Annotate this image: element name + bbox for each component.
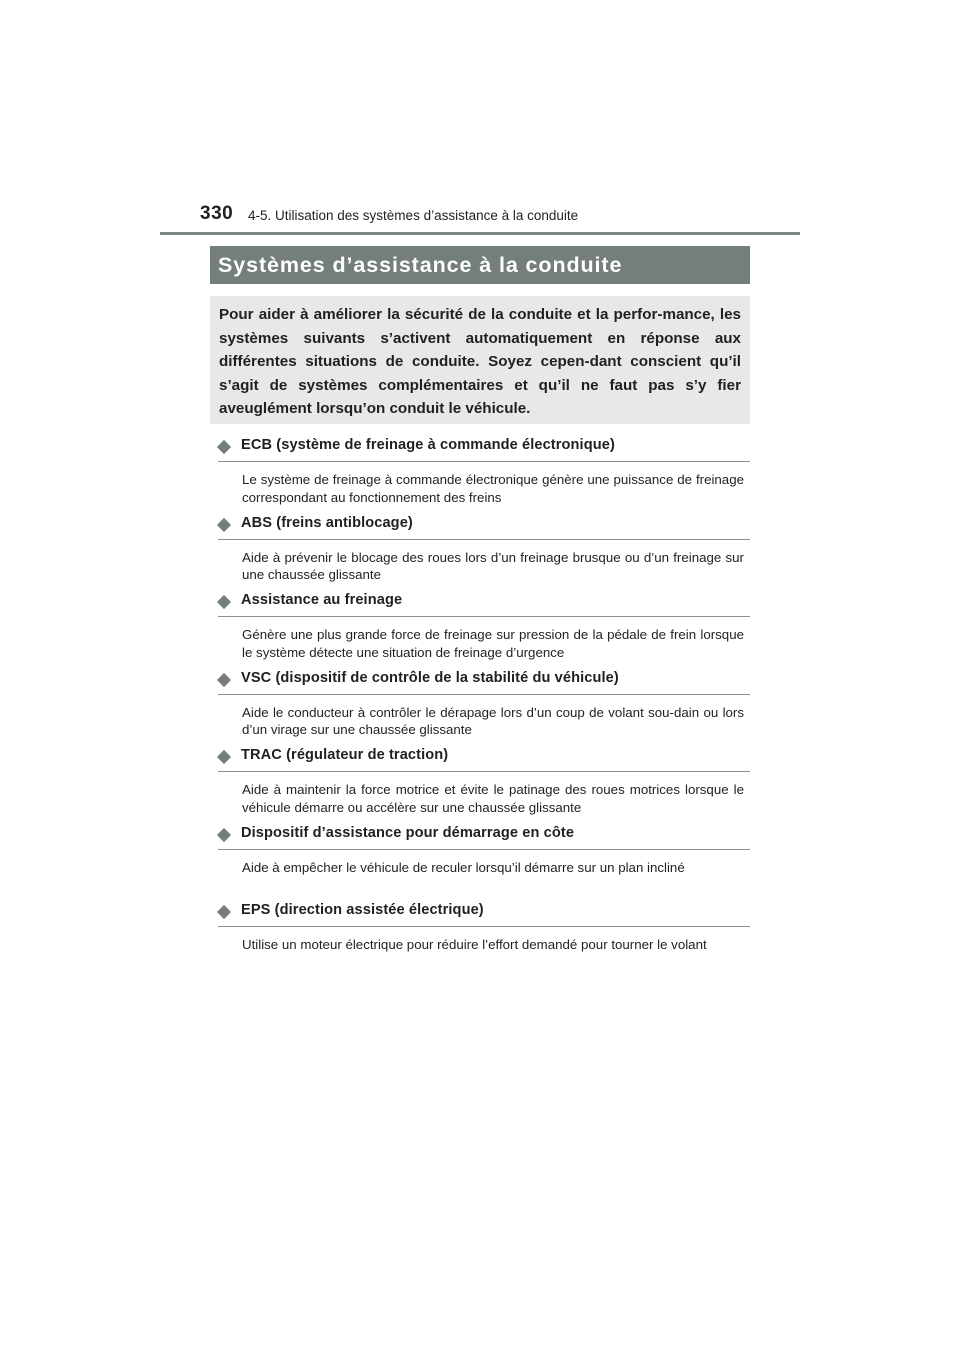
feature-heading bbox=[218, 824, 750, 850]
feature-brake-assist bbox=[218, 591, 750, 669]
feature-description: Utilise un moteur électrique pour réduire l’effort demandé pour tourner le volant bbox=[242, 937, 707, 952]
feature-description: Aide le conducteur à contrôler le dérapage lors d’un coup de volant sou-dain ou lors d’un virage sur une chaussée glissante bbox=[242, 704, 744, 737]
intro-text: Pour aider à améliorer la sécurité de la conduite et la perfor-mance, les systèmes suivants s’activent automatiquement en réponse aux différentes situations de conduite. Soyez cepen-dant conscient qu’il s’agit de systèmes complémentaires et qu’il ne faut pas s’y fier aveuglément lorsqu’on conduit le véhicule. bbox=[219, 306, 741, 418]
feature-title: ABS (freins antiblocage) bbox=[241, 514, 413, 531]
page-title: Systèmes d’assistance à la conduite bbox=[218, 253, 623, 277]
feature-heading bbox=[218, 901, 750, 927]
feature-hill-start-assist bbox=[218, 824, 750, 902]
feature-heading bbox=[218, 514, 750, 540]
page-number: 330 bbox=[200, 203, 234, 224]
feature-description: Aide à empêcher le véhicule de reculer lorsqu’il démarre sur un plan incliné bbox=[242, 859, 685, 875]
feature-ecb bbox=[218, 436, 750, 514]
diamond-bullet-icon bbox=[217, 672, 231, 686]
feature-title: EPS (direction assistée électrique) bbox=[241, 902, 484, 918]
feature-description: Aide à maintenir la force motrice et évite le patinage des roues motrices lorsque le véhicule démarre ou accélère sur une chaussée glissante bbox=[242, 782, 744, 815]
feature-description: Aide à prévenir le blocage des roues lors d’un freinage brusque ou d’un freinage sur une chaussée glissante bbox=[242, 549, 744, 582]
feature-title: Assistance au freinage bbox=[241, 592, 403, 608]
header-divider bbox=[160, 232, 800, 235]
feature-heading bbox=[218, 746, 750, 772]
feature-list bbox=[218, 436, 750, 979]
feature-description: Le système de freinage à commande électronique génère une puissance de freinage correspondant au fonctionnement des freins bbox=[242, 472, 744, 505]
diamond-bullet-icon bbox=[217, 440, 231, 454]
diamond-bullet-icon bbox=[217, 827, 231, 841]
diamond-bullet-icon bbox=[217, 595, 231, 609]
feature-heading bbox=[218, 669, 750, 695]
feature-heading bbox=[218, 436, 750, 462]
feature-heading bbox=[218, 591, 750, 617]
intro-box bbox=[210, 296, 750, 424]
feature-trac bbox=[218, 746, 750, 824]
feature-eps bbox=[218, 901, 750, 979]
feature-description: Génère une plus grande force de freinage sur pression de la pédale de frein lorsque le système détecte une situation de freinage d’urgence bbox=[242, 627, 744, 660]
page-header bbox=[160, 203, 800, 235]
diamond-bullet-icon bbox=[217, 750, 231, 764]
feature-title: ECB (système de freinage à commande électronique) bbox=[241, 437, 615, 453]
feature-title: VSC (dispositif de contrôle de la stabilité du véhicule) bbox=[241, 669, 619, 686]
page-title-bar bbox=[210, 246, 750, 284]
feature-title: TRAC (régulateur de traction) bbox=[241, 747, 449, 763]
feature-vsc bbox=[218, 669, 750, 747]
feature-abs bbox=[218, 514, 750, 592]
diamond-bullet-icon bbox=[217, 905, 231, 919]
diamond-bullet-icon bbox=[217, 517, 231, 531]
section-breadcrumb: 4-5. Utilisation des systèmes d’assistance à la conduite bbox=[248, 208, 579, 223]
feature-title: Dispositif d’assistance pour démarrage en côte bbox=[241, 824, 575, 841]
